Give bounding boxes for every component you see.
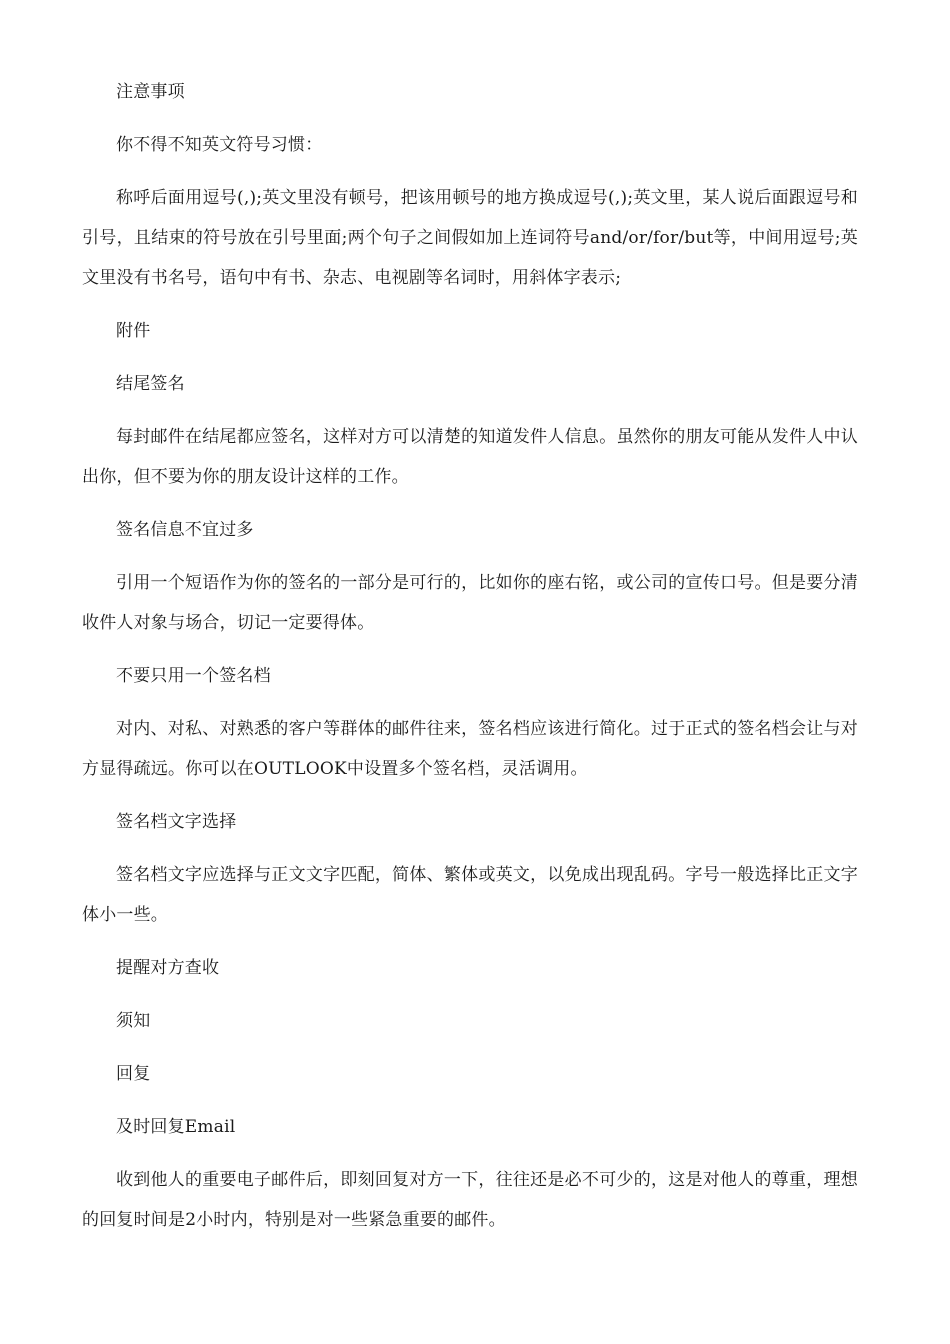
paragraph-timely-reply: 收到他人的重要电子邮件后，即刻回复对方一下，往往还是必不可少的，这是对他人的尊重，理想的回复时间是2小时内，特别是对一些紧急重要的邮件。 [82, 1170, 858, 1230]
heading-attachment: 附件 [116, 321, 151, 341]
heading-signature-text: 签名档文字选择 [116, 812, 237, 832]
heading-notes: 注意事项 [116, 82, 185, 102]
heading-closing-signature: 结尾签名 [116, 374, 185, 394]
document-page [82, 72, 858, 1253]
paragraph-signature-text: 签名档文字应选择与正文文字匹配，简体、繁体或英文，以免成出现乱码。字号一般选择比正文字体小一些。 [82, 865, 858, 925]
paragraph-signature: 每封邮件在结尾都应签名，这样对方可以清楚的知道发件人信息。虽然你的朋友可能从发件人中认出你，但不要为你的朋友设计这样的工作。 [82, 427, 858, 487]
heading-timely-reply: 及时回复Email [116, 1117, 236, 1137]
heading-multiple-signatures: 不要只用一个签名档 [116, 666, 271, 686]
paragraph-signature-info: 引用一个短语作为你的签名的一部分是可行的，比如你的座右铭，或公司的宣传口号。但是要分清收件人对象与场合，切记一定要得体。 [82, 573, 858, 633]
heading-must-know: 须知 [116, 1011, 151, 1031]
heading-remind-recipient: 提醒对方查收 [116, 958, 220, 978]
heading-signature-info: 签名信息不宜过多 [116, 520, 254, 540]
heading-reply: 回复 [116, 1064, 151, 1084]
paragraph-multiple-signatures: 对内、对私、对熟悉的客户等群体的邮件往来，签名档应该进行简化。过于正式的签名档会让与对方显得疏远。你可以在OUTLOOK中设置多个签名档，灵活调用。 [82, 719, 858, 779]
paragraph-punctuation-rules: 称呼后面用逗号(,);英文里没有顿号，把该用顿号的地方换成逗号(,);英文里，某人说后面跟逗号和引号，且结束的符号放在引号里面;两个句子之间假如加上连词符号and/or/for/but等，中间用逗号;英文里没有书名号，语句中有书、杂志、电视剧等名词时，用斜体字表示; [82, 188, 858, 288]
intro-punctuation: 你不得不知英文符号习惯： [116, 135, 323, 155]
